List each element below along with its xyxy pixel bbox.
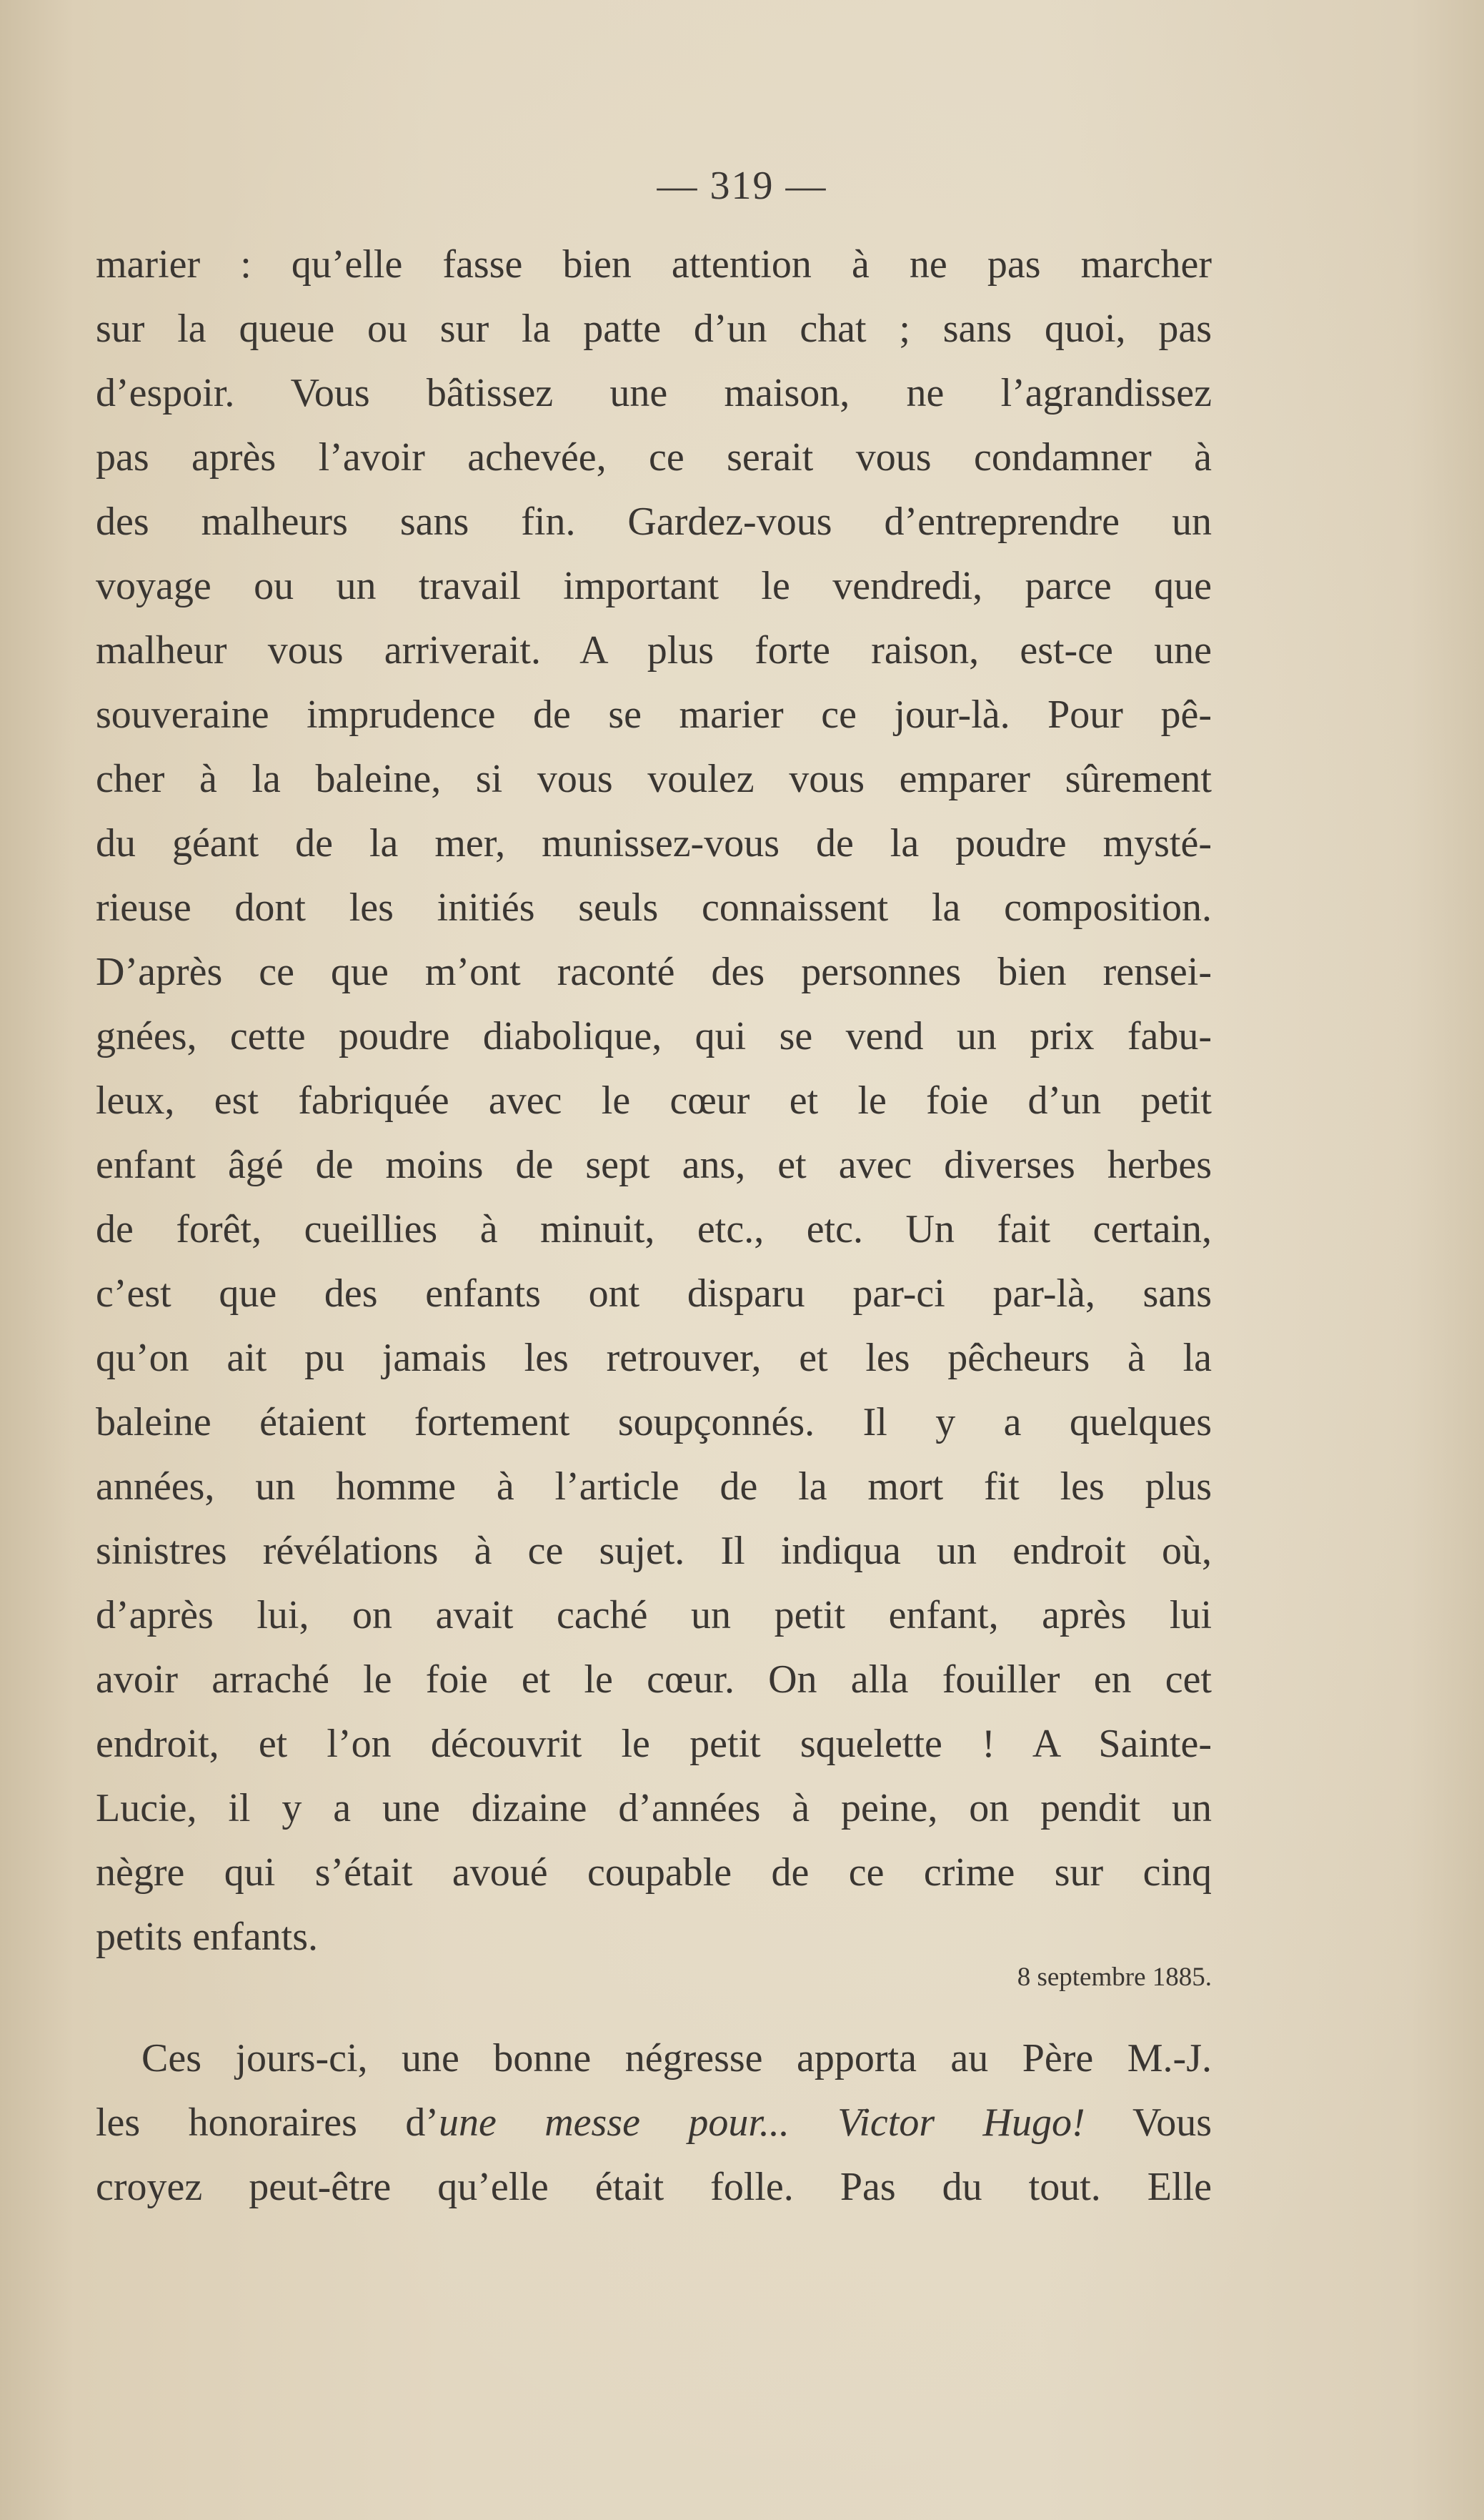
text-line: croyez peut-être qu’elle était folle. Pas du tout. Elle [96,2165,1212,2209]
text-line: marier : qu’elle fasse bien attention à ne pas marcher [96,242,1212,287]
text-line: sur la queue ou sur la patte d’un chat ; sans quoi, pas [96,307,1212,351]
main-paragraph [96,232,1212,1969]
text-line: d’espoir. Vous bâtissez une maison, ne l’agrandissez [96,371,1212,415]
text-line: petits enfants. [96,1915,319,1959]
text-line: Lucie, il y a une dizaine d’années à peine, on pendit un [96,1786,1212,1830]
text-line: avoir arraché le foie et le cœur. On alla fouiller en cet [96,1657,1212,1702]
text-line: c’est que des enfants ont disparu par-ci par-là, sans [96,1271,1212,1316]
text-line: des malheurs sans fin. Gardez-vous d’entreprendre un [96,500,1212,544]
dateline: 8 septembre 1885. [1017,1963,1212,1992]
text-line: souveraine imprudence de se marier ce jour-là. Pour pê- [96,693,1212,737]
text-line: qu’on ait pu jamais les retrouver, et les pêcheurs à la [96,1336,1212,1380]
text-line: nègre qui s’était avoué coupable de ce crime sur cinq [96,1850,1212,1895]
text-line: d’après lui, on avait caché un petit enfant, après lui [96,1593,1212,1637]
italic-text: une messe pour... Victor Hugo [438,2100,1072,2145]
text-line: D’après ce que m’ont raconté des personnes bien rensei- [96,950,1212,994]
text-segment: les honoraires d’ [96,2100,439,2145]
text-line: années, un homme à l’article de la mort fit les plus [96,1464,1212,1509]
text-segment: Vous [1085,2100,1212,2145]
text-line: endroit, et l’on découvrit le petit squelette ! A Sainte- [96,1722,1212,1766]
text-line: cher à la baleine, si vous voulez vous emparer sûrement [96,757,1212,801]
text-line: sinistres révélations à ce sujet. Il indiqua un endroit où, [96,1529,1212,1573]
text-line: leux, est fabriquée avec le cœur et le foie d’un petit [96,1078,1212,1123]
text-line: enfant âgé de moins de sept ans, et avec diverses herbes [96,1143,1212,1187]
text-line: pas après l’avoir achevée, ce serait vous condamner à [96,435,1212,480]
text-line: gnées, cette poudre diabolique, qui se vend un prix fabu- [96,1014,1212,1058]
text-line: voyage ou un travail important le vendredi, parce que [96,564,1212,608]
italic-exclamation: ! [1071,2100,1085,2145]
text-line: Ces jours-ci, une bonne négresse apporta au Père M.-J. [141,2036,1212,2080]
second-paragraph [96,2026,1212,2219]
page-number: — 319 — [657,164,827,208]
text-line [96,2090,1212,2155]
text-line: du géant de la mer, munissez-vous de la poudre mysté- [96,821,1212,865]
text-line: rieuse dont les initiés seuls connaissent la composition. [96,886,1212,930]
text-line: baleine étaient fortement soupçonnés. Il y a quelques [96,1400,1212,1444]
text-line: de forêt, cueillies à minuit, etc., etc. Un fait certain, [96,1207,1212,1251]
text-line: malheur vous arriverait. A plus forte raison, est-ce une [96,628,1212,673]
